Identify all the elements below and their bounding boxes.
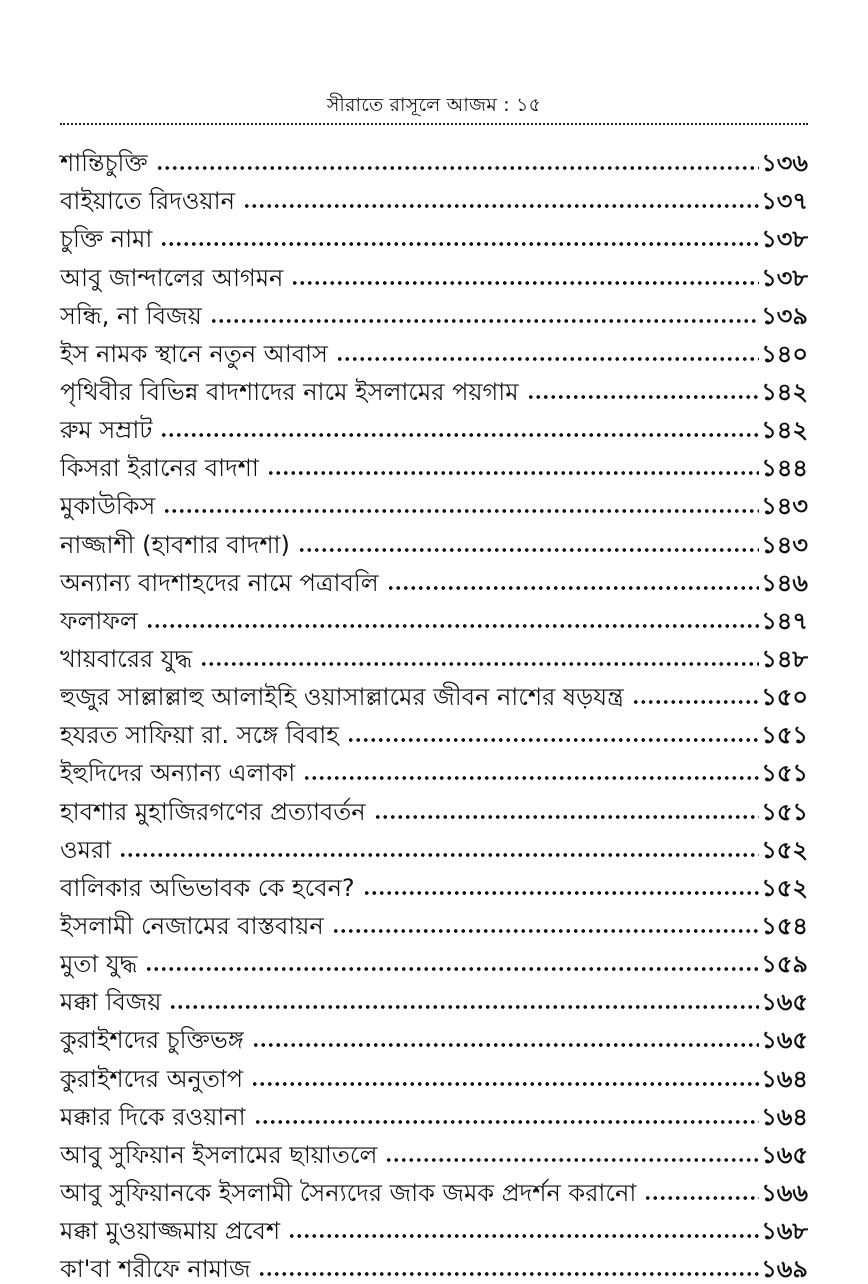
toc-entry [60,979,808,1017]
toc-entry-page-number: ১৪২ [761,416,808,445]
dot-leader [644,1195,759,1201]
dot-leader [298,547,759,553]
toc-entry-title: ইসলামী নেজামের বাস্তবায়ন [60,911,324,940]
header-dotted-rule [60,123,808,125]
dot-leader [210,318,760,324]
toc-entry-title: মক্কার দিকে রওয়ানা [60,1102,246,1131]
toc-entry-page-number: ১৬৮ [761,1217,808,1246]
toc-entry [60,521,808,559]
toc-entry-title: মক্কা বিজয় [60,988,162,1017]
toc-entry-title: ইস নামক স্থানে নতুন আবাস [60,339,328,368]
dot-leader [385,1157,759,1163]
toc-entry [60,636,808,674]
toc-entry-page-number: ১৩৭ [761,187,808,216]
dot-leader [332,928,760,934]
dot-leader [169,1004,759,1010]
dot-leader [156,165,760,171]
toc-entry-title: মুতা যুদ্ধ [60,950,138,979]
dot-leader [363,890,760,896]
toc-entry-page-number: ১৪৭ [761,606,808,635]
toc-entry-page-number: ১৩৮ [761,263,808,292]
dot-leader [119,852,759,858]
toc-entry-title: হযরত সাফিয়া রা. সঙ্গে বিবাহ [60,721,339,750]
toc-entry [60,445,808,483]
toc-entry [60,331,808,369]
dot-leader [200,661,759,667]
toc-entry [60,140,808,178]
toc-entry [60,1208,808,1246]
running-header: সীরাতে রাসূলে আজম : ১৫ [326,94,542,116]
toc-entry-page-number: ১৪৬ [761,568,808,597]
toc-entry-page-number: ১৫৯ [761,950,808,979]
dot-leader [291,280,759,286]
toc-entry [60,827,808,865]
toc-entry [60,1055,808,1093]
toc-entry [60,293,808,331]
toc-entry-title: কুরাইশদের চুক্তিভঙ্গ [60,1026,244,1055]
toc-entry-title: রুম সম্রাট [60,416,153,445]
toc-entry-page-number: ১৬৬ [761,1178,808,1207]
toc-entry-page-number: ১৩৬ [761,149,808,178]
toc-entry [60,560,808,598]
toc-entry-page-number: ১৫২ [761,873,808,902]
toc-entry [60,941,808,979]
toc-entry [60,598,808,636]
toc-entry-title: কা'বা শরীফে নামাজ [60,1255,251,1284]
toc-entry-title: ফলাফল [60,606,138,635]
toc-entry-page-number: ১৫২ [761,835,808,864]
toc-entry [60,1246,808,1284]
toc-entry [60,407,808,445]
toc-entry-page-number: ১৫১ [761,797,808,826]
toc-entry [60,254,808,292]
toc-entry-page-number: ১৩৮ [761,225,808,254]
toc-entry [60,483,808,521]
toc-entry-title: মুকাউকিস [60,492,156,521]
toc-entry-title: বাইয়াতে রিদওয়ান [60,187,235,216]
toc-entry-page-number: ১৪২ [761,377,808,406]
toc-entry [60,369,808,407]
toc-entry-title: হাবশার মুহাজিরগণের প্রত্যাবর্তন [60,797,366,826]
toc-entry-title: সন্ধি, না বিজয় [60,301,202,330]
dot-leader [336,356,759,362]
toc-entry-title: শান্তিচুক্তি [60,149,148,178]
dot-leader [303,775,759,781]
toc-entry-page-number: ১৫১ [761,721,808,750]
toc-entry [60,865,808,903]
toc-entry-page-number: ১৩৯ [761,301,808,330]
toc-entry [60,1017,808,1055]
dot-leader [288,1233,759,1239]
toc-entry-title: কুরাইশদের অনুতাপ [60,1064,244,1093]
toc-entry-title: কিসরা ইরানের বাদশা [60,454,259,483]
toc-entry-title: আবু সুফিয়ান ইসলামের ছায়াতলে [60,1140,378,1169]
dot-leader [160,432,759,438]
toc-entry-page-number: ১৫০ [761,683,808,712]
toc-entry-page-number: ১৪৩ [761,492,808,521]
dot-leader [243,203,759,209]
toc-entry [60,712,808,750]
toc-entry-title: আবু জান্দালের আগমন [60,263,284,292]
dot-leader [252,1042,760,1048]
toc-entry-page-number: ১৪০ [761,339,808,368]
toc-entry-page-number: ১৫৪ [761,911,808,940]
toc-entry [60,788,808,826]
toc-entry [60,1170,808,1208]
toc-entry [60,216,808,254]
toc-entry-page-number: ১৪৮ [761,644,808,673]
dot-leader [527,394,760,400]
dot-leader [254,1119,760,1125]
toc-entry-title: ইহুদিদের অন্যান্য এলাকা [60,759,296,788]
toc-entry-title: পৃথিবীর বিভিন্ন বাদশাদের নামে ইসলামের পয়গাম [60,377,519,406]
toc-entry-page-number: ১৫১ [761,759,808,788]
toc-entry-title: আবু সুফিয়ানকে ইসলামী সৈন্যদের জাক জমক প্রদর্শন করানো [60,1178,637,1207]
dot-leader [163,508,759,514]
toc-entry [60,1094,808,1132]
toc-entry-page-number: ১৬৪ [761,1102,808,1131]
toc-entry [60,1132,808,1170]
toc-entry-title: মক্কা মুওয়াজ্জমায় প্রবেশ [60,1217,281,1246]
dot-leader [160,241,759,247]
toc-entry [60,674,808,712]
dot-leader [347,737,759,743]
dot-leader [146,623,759,629]
toc-entry [60,178,808,216]
toc-entry-page-number: ১৬৫ [761,1026,808,1055]
toc-entry [60,750,808,788]
table-of-contents [60,140,808,1284]
toc-entry-title: অন্যান্য বাদশাহদের নামে পত্রাবলি [60,568,379,597]
toc-entry-title: ওমরা [60,835,112,864]
toc-entry-page-number: ১৬৫ [761,988,808,1017]
dot-leader [258,1271,759,1277]
dot-leader [251,1081,759,1087]
toc-entry-title: চুক্তি নামা [60,225,153,254]
toc-entry-page-number: ১৬৪ [761,1064,808,1093]
toc-entry-title: হুজুর সাল্লাল্লাহু আলাইহি ওয়াসাল্লামের জীবন নাশের ষড়যন্ত্র [60,683,624,712]
dot-leader [632,699,759,705]
toc-entry-page-number: ১৪৩ [761,530,808,559]
toc-entry-title: নাজ্জাশী (হাবশার বাদশা) [60,530,290,559]
toc-entry-page-number: ১৬৯ [761,1255,808,1284]
toc-entry-page-number: ১৬৫ [761,1140,808,1169]
toc-entry-title: বালিকার অভিভাবক কে হবেন? [60,873,355,902]
dot-leader [387,585,760,591]
toc-entry-title: খায়বারের যুদ্ধ [60,644,193,673]
toc-entry [60,903,808,941]
dot-leader [145,966,759,972]
dot-leader [374,814,760,820]
dot-leader [267,470,759,476]
toc-entry-page-number: ১৪৪ [761,454,808,483]
